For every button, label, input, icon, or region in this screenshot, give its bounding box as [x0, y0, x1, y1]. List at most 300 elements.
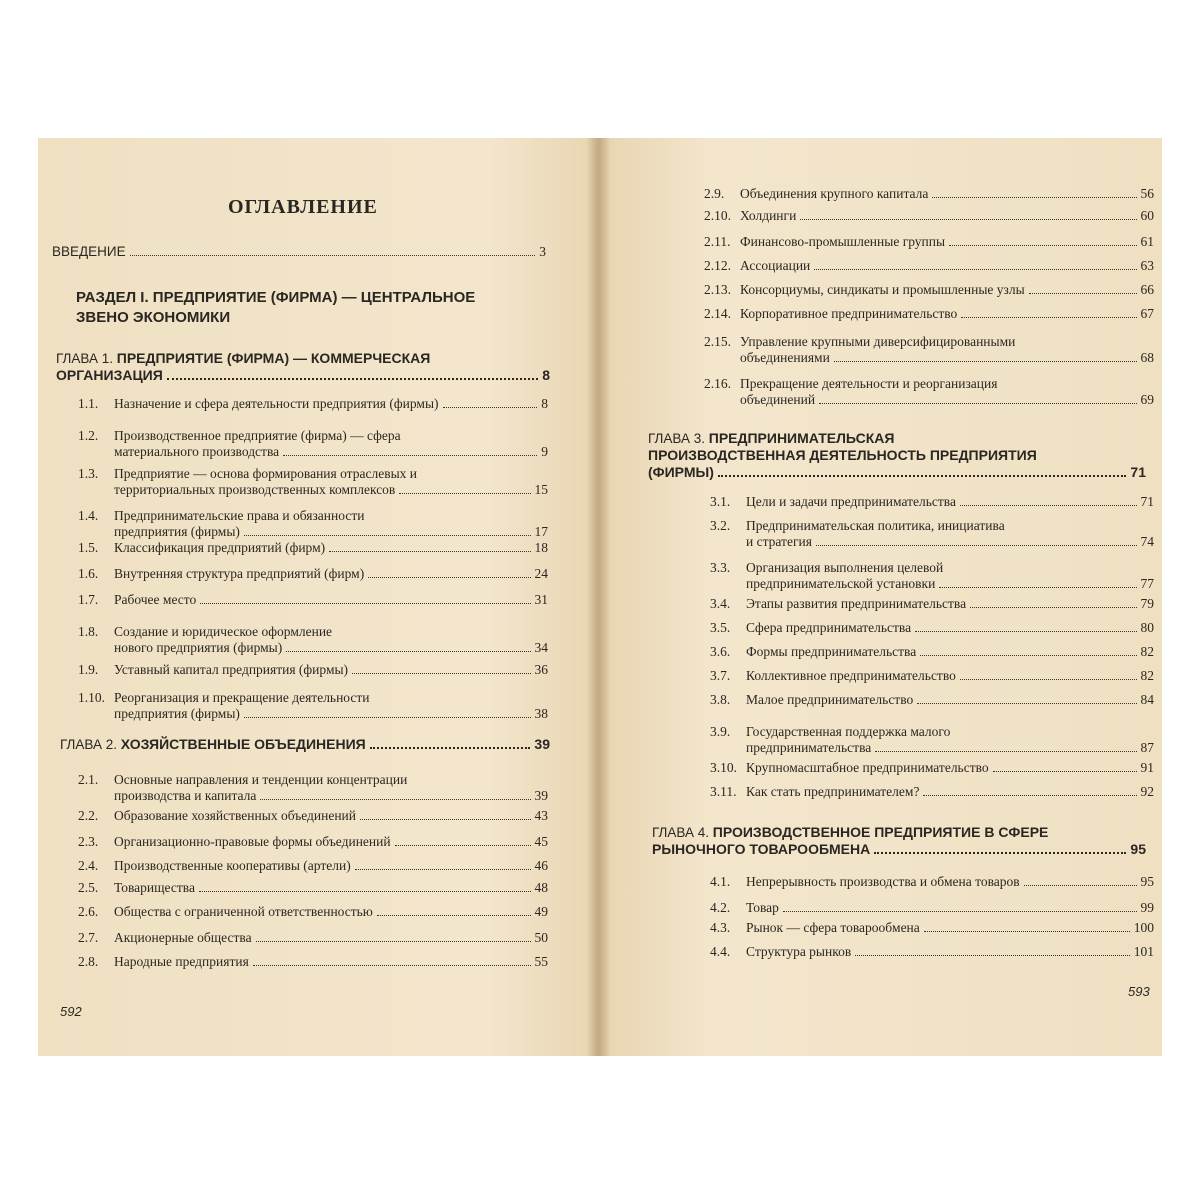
entry-line — [704, 186, 1154, 202]
leader-dots — [244, 716, 531, 718]
toc-entry — [710, 518, 1154, 550]
chapter-page: 71 — [1130, 464, 1146, 480]
entry-number: 1.4. — [78, 508, 99, 523]
toc-title: ОГЛАВЛЕНИЕ — [228, 196, 378, 218]
toc-entry — [710, 692, 1154, 708]
entry-title-continued: нового предприятия (фирмы) — [114, 640, 283, 655]
left-page — [38, 138, 594, 1056]
entry-line — [78, 834, 548, 850]
entry-page: 17 — [534, 524, 548, 539]
entry-number: 1.8. — [78, 624, 99, 639]
entry-number: 2.2. — [78, 808, 99, 823]
entry-number: 2.7. — [78, 930, 99, 945]
entry-page: 36 — [534, 662, 548, 677]
entry-line — [710, 494, 1154, 510]
entry-line-1 — [78, 466, 548, 482]
toc-entry — [704, 186, 1154, 202]
entry-title-continued: территориальных производственных комплексов — [114, 482, 396, 497]
entry-page: 8 — [541, 396, 548, 411]
entry-line-2 — [710, 740, 1154, 756]
toc-entry — [78, 858, 548, 874]
leader-dots — [993, 770, 1137, 772]
entry-title: Малое предпринимательство — [746, 692, 914, 707]
leader-dots — [939, 586, 1136, 588]
entry-line-1 — [710, 560, 1154, 576]
entry-number: 3.10. — [710, 760, 737, 775]
toc-entry — [78, 396, 548, 412]
chapter-3-heading — [648, 430, 1146, 481]
toc-entry — [78, 954, 548, 970]
entry-number: 2.11. — [704, 234, 731, 249]
entry-number: 1.10. — [78, 690, 105, 705]
leader-dots — [256, 940, 531, 942]
entry-title: Предпринимательская политика, инициатива — [746, 518, 1005, 533]
leader-dots — [329, 550, 530, 552]
entry-line-2 — [78, 482, 548, 498]
entry-title-continued: и стратегия — [746, 534, 812, 549]
entry-line — [78, 954, 548, 970]
leader-dots — [355, 868, 531, 870]
entry-line — [710, 620, 1154, 636]
entry-line-1 — [704, 376, 1154, 392]
entry-line-2 — [78, 524, 548, 540]
entry-line-1 — [78, 428, 548, 444]
toc-entry — [78, 508, 548, 540]
entry-title: Производственные кооперативы (артели) — [114, 858, 351, 873]
entry-page: 43 — [534, 808, 548, 823]
entry-line-2 — [78, 788, 548, 804]
entry-line — [710, 596, 1154, 612]
entry-page: 39 — [534, 788, 548, 803]
chapter-title-line-3: (ФИРМЫ) — [648, 464, 714, 480]
entry-number: 3.1. — [710, 494, 731, 509]
entry-number: 2.5. — [78, 880, 99, 895]
entry-line-2 — [710, 534, 1154, 550]
entry-title: Финансово-промышленные группы — [740, 234, 946, 249]
leader-dots — [920, 654, 1136, 656]
entry-number: 2.13. — [704, 282, 731, 297]
leader-dots — [923, 794, 1136, 796]
leader-dots — [834, 360, 1137, 362]
entry-title: Организация выполнения целевой — [746, 560, 944, 575]
entry-page: 82 — [1140, 644, 1154, 659]
leader-dots — [915, 630, 1136, 632]
entry-title: Управление крупными диверсифицированными — [740, 334, 1016, 349]
entry-line — [710, 944, 1154, 960]
leader-dots — [949, 244, 1136, 246]
entry-title: Классификация предприятий (фирм) — [114, 540, 326, 555]
entry-line-1 — [704, 334, 1154, 350]
leader-dots — [244, 534, 531, 536]
entry-page: 79 — [1140, 596, 1154, 611]
entry-page: 101 — [1133, 944, 1154, 959]
leader-dots — [260, 798, 530, 800]
section-line-2: ЗВЕНО ЭКОНОМИКИ — [76, 309, 231, 326]
entry-page: 49 — [534, 904, 548, 919]
leader-dots — [286, 650, 530, 652]
entry-number: 4.1. — [710, 874, 731, 889]
right-page — [600, 138, 1162, 1056]
entry-title: Холдинги — [740, 208, 797, 223]
entry-page: 24 — [534, 566, 548, 581]
entry-page: 38 — [534, 706, 548, 721]
entry-page: 67 — [1140, 306, 1154, 321]
leader-dots — [443, 406, 538, 408]
page-number: 592 — [60, 1004, 82, 1019]
entry-title-continued: предприятия (фирмы) — [114, 524, 240, 539]
entry-title: Консорциумы, синдикаты и промышленные узлы — [740, 282, 1025, 297]
leader-dots — [816, 544, 1137, 546]
leader-dots — [253, 964, 531, 966]
entry-line — [704, 234, 1154, 250]
entry-line-1 — [78, 624, 548, 640]
leader-dots — [368, 576, 530, 578]
entry-number: 4.2. — [710, 900, 731, 915]
section-line-1: РАЗДЕЛ I. ПРЕДПРИЯТИЕ (ФИРМА) — ЦЕНТРАЛЬНОЕ — [76, 289, 476, 306]
entry-page: 63 — [1140, 258, 1154, 273]
chapter-page: 8 — [542, 367, 550, 383]
entry-title: Ассоциации — [740, 258, 811, 273]
entry-line — [78, 592, 548, 608]
chapter-title-line-1: ПРЕДПРИНИМАТЕЛЬСКАЯ — [708, 430, 895, 446]
leader-dots — [130, 254, 536, 256]
leader-dots — [960, 678, 1137, 680]
entry-title: Рынок — сфера товарообмена — [746, 920, 920, 935]
toc-entry — [710, 900, 1154, 916]
entry-page: 99 — [1140, 900, 1154, 915]
entry-number: 2.4. — [78, 858, 99, 873]
entry-line-2 — [78, 444, 548, 460]
entry-line — [710, 874, 1154, 890]
entry-line — [704, 306, 1154, 322]
chapter-label: ГЛАВА 4. — [652, 825, 709, 840]
entry-line — [704, 208, 1154, 224]
entry-line — [710, 692, 1154, 708]
toc-entry — [710, 596, 1154, 612]
entry-title: Товарищества — [114, 880, 195, 895]
entry-line-1 — [78, 772, 548, 788]
entry-line — [704, 258, 1154, 274]
entry-title: Цели и задачи предпринимательства — [746, 494, 956, 509]
leader-dots — [932, 196, 1136, 198]
toc-entry — [710, 644, 1154, 660]
entry-line — [710, 668, 1154, 684]
entry-line-2 — [78, 640, 548, 656]
entry-line-1 — [78, 690, 548, 706]
leader-dots — [399, 492, 530, 494]
toc-entry — [78, 930, 548, 946]
entry-number: 3.9. — [710, 724, 731, 739]
entry-title: Образование хозяйственных объединений — [114, 808, 357, 823]
entry-number: 1.7. — [78, 592, 99, 607]
toc-entry — [78, 904, 548, 920]
entry-title: Назначение и сфера деятельности предприятия (фирмы) — [114, 396, 439, 411]
leader-dots — [970, 606, 1136, 608]
entry-page: 84 — [1140, 692, 1154, 707]
entry-title-continued: производства и капитала — [114, 788, 257, 803]
leader-dots — [360, 818, 530, 820]
entry-title: Предприятие — основа формирования отраслевых и — [114, 466, 417, 481]
leader-dots — [874, 852, 1126, 854]
leader-dots — [814, 268, 1136, 270]
leader-dots — [917, 702, 1136, 704]
leader-dots — [377, 914, 531, 916]
entry-title: Непрерывность производства и обмена товаров — [746, 874, 1020, 889]
toc-entry — [78, 880, 548, 896]
entry-page: 74 — [1140, 534, 1154, 549]
chapter-title-line-2: ОРГАНИЗАЦИЯ — [56, 367, 163, 383]
chapter-title-line-1: ПРОИЗВОДСТВЕННОЕ ПРЕДПРИЯТИЕ В СФЕРЕ — [712, 824, 1049, 840]
entry-page: 45 — [534, 834, 548, 849]
entry-number: 2.12. — [704, 258, 731, 273]
entry-line-2 — [704, 392, 1154, 408]
entry-page: 56 — [1140, 186, 1154, 201]
entry-title: Основные направления и тенденции концентрации — [114, 772, 408, 787]
entry-number: 2.3. — [78, 834, 99, 849]
entry-page: 48 — [534, 880, 548, 895]
chapter-title-line-1: ПРЕДПРИЯТИЕ (ФИРМА) — КОММЕРЧЕСКАЯ — [116, 350, 431, 366]
entry-page: 82 — [1140, 668, 1154, 683]
chapter-label: ГЛАВА 3. — [648, 431, 705, 446]
entry-line — [78, 540, 548, 556]
entry-title: Общества с ограниченной ответственностью — [114, 904, 373, 919]
leader-dots — [783, 910, 1137, 912]
entry-line — [78, 566, 548, 582]
toc-entry — [78, 466, 548, 498]
entry-line — [710, 784, 1154, 800]
toc-entry — [78, 428, 548, 460]
entry-title: Производственное предприятие (фирма) — сфера — [114, 428, 401, 443]
toc-entry — [78, 566, 548, 582]
entry-page: 61 — [1140, 234, 1154, 249]
chapter-4-heading — [652, 824, 1146, 858]
entry-page: 80 — [1140, 620, 1154, 635]
entry-page: 46 — [534, 858, 548, 873]
entry-title: Сфера предпринимательства — [746, 620, 912, 635]
entry-number: 2.10. — [704, 208, 731, 223]
entry-title: Рабочее место — [114, 592, 197, 607]
entry-number: 4.4. — [710, 944, 731, 959]
chapter-1-heading — [56, 350, 550, 384]
leader-dots — [1029, 292, 1137, 294]
entry-page: 95 — [1140, 874, 1154, 889]
toc-entry — [78, 772, 548, 804]
entry-line-2 — [710, 576, 1154, 592]
entry-line — [710, 644, 1154, 660]
entry-line — [710, 900, 1154, 916]
leader-dots — [960, 504, 1137, 506]
toc-entry — [710, 668, 1154, 684]
intro-page: 3 — [539, 244, 546, 259]
chapter-label: ГЛАВА 1. — [56, 351, 113, 366]
entry-line — [710, 760, 1154, 776]
entry-title-continued: предпринимательской установки — [746, 576, 936, 591]
entry-title: Корпоративное предпринимательство — [740, 306, 958, 321]
chapter-title-line-1: ХОЗЯЙСТВЕННЫЕ ОБЪЕДИНЕНИЯ — [120, 736, 366, 752]
entry-number: 2.15. — [704, 334, 731, 349]
entry-page: 34 — [534, 640, 548, 655]
toc-entry — [710, 724, 1154, 756]
chapter-2-heading — [60, 736, 550, 753]
toc-entry — [710, 784, 1154, 800]
entry-page: 31 — [534, 592, 548, 607]
entry-title: Государственная поддержка малого — [746, 724, 951, 739]
chapter-label: ГЛАВА 2. — [60, 737, 117, 752]
entry-line — [710, 920, 1154, 936]
entry-title: Формы предпринимательства — [746, 644, 917, 659]
leader-dots — [924, 930, 1130, 932]
leader-dots — [200, 602, 530, 604]
chapter-title-line-2: ПРОИЗВОДСТВЕННАЯ ДЕЯТЕЛЬНОСТЬ ПРЕДПРИЯТИЯ — [648, 447, 1037, 463]
entry-number: 3.8. — [710, 692, 731, 707]
chapter-title-line-2: РЫНОЧНОГО ТОВАРООБМЕНА — [652, 841, 871, 857]
entry-page: 69 — [1140, 392, 1154, 407]
entry-number: 3.11. — [710, 784, 737, 799]
toc-entry — [78, 808, 548, 824]
leader-dots — [167, 378, 538, 380]
entry-title-continued: объединениями — [740, 350, 830, 365]
toc-entry — [710, 560, 1154, 592]
entry-page: 18 — [534, 540, 548, 555]
toc-entry — [704, 282, 1154, 298]
entry-number: 4.3. — [710, 920, 731, 935]
entry-title: Создание и юридическое оформление — [114, 624, 333, 639]
entry-title: Уставный капитал предприятия (фирмы) — [114, 662, 349, 677]
intro-text: ВВЕДЕНИЕ — [52, 244, 126, 259]
entry-number: 2.14. — [704, 306, 731, 321]
entry-number: 1.2. — [78, 428, 99, 443]
toc-entry — [704, 234, 1154, 250]
toc-entry — [78, 624, 548, 656]
entry-title-continued: предпринимательства — [746, 740, 872, 755]
entry-title: Коллективное предпринимательство — [746, 668, 956, 683]
entry-page: 87 — [1140, 740, 1154, 755]
entry-page: 50 — [534, 930, 548, 945]
leader-dots — [199, 890, 531, 892]
section-heading — [76, 288, 546, 328]
entry-number: 2.6. — [78, 904, 99, 919]
entry-line-1 — [78, 508, 548, 524]
entry-page: 71 — [1140, 494, 1154, 509]
leader-dots — [718, 475, 1127, 477]
leader-dots — [1024, 884, 1137, 886]
entry-title: Этапы развития предпринимательства — [746, 596, 967, 611]
toc-entry — [710, 874, 1154, 890]
entry-number: 1.5. — [78, 540, 99, 555]
entry-line — [78, 662, 548, 678]
leader-dots — [819, 402, 1136, 404]
toc-entry — [78, 540, 548, 556]
leader-dots — [352, 672, 530, 674]
entry-number: 2.8. — [78, 954, 99, 969]
toc-entry — [710, 620, 1154, 636]
toc-entry — [704, 306, 1154, 322]
leader-dots — [961, 316, 1136, 318]
entry-line — [78, 930, 548, 946]
entry-title: Акционерные общества — [114, 930, 252, 945]
entry-page: 100 — [1133, 920, 1154, 935]
toc-entry — [710, 944, 1154, 960]
entry-page: 9 — [541, 444, 548, 459]
entry-page: 55 — [534, 954, 548, 969]
toc-entry — [704, 258, 1154, 274]
entry-number: 3.2. — [710, 518, 731, 533]
entry-page: 92 — [1140, 784, 1154, 799]
entry-title: Предпринимательские права и обязанности — [114, 508, 365, 523]
entry-title-continued: предприятия (фирмы) — [114, 706, 240, 721]
entry-line — [78, 396, 548, 412]
chapter-page: 39 — [534, 736, 550, 752]
leader-dots — [875, 750, 1136, 752]
entry-page: 91 — [1140, 760, 1154, 775]
leader-dots — [283, 454, 537, 456]
entry-line — [704, 282, 1154, 298]
toc-entry — [78, 834, 548, 850]
entry-page: 15 — [534, 482, 548, 497]
entry-number: 1.3. — [78, 466, 99, 481]
toc-entry — [710, 494, 1154, 510]
toc-entry — [710, 760, 1154, 776]
page-number: 593 — [1128, 984, 1150, 999]
entry-number: 2.9. — [704, 186, 725, 201]
open-book — [38, 138, 1162, 1056]
entry-line-1 — [710, 518, 1154, 534]
toc-entry — [704, 376, 1154, 408]
entry-number: 2.16. — [704, 376, 731, 391]
entry-number: 2.1. — [78, 772, 99, 787]
intro-entry — [52, 244, 546, 260]
entry-page: 60 — [1140, 208, 1154, 223]
entry-number: 1.9. — [78, 662, 99, 677]
entry-line — [78, 880, 548, 896]
entry-line — [78, 808, 548, 824]
entry-page: 68 — [1140, 350, 1154, 365]
entry-title: Товар — [746, 900, 779, 915]
entry-title: Народные предприятия — [114, 954, 249, 969]
entry-title: Внутренняя структура предприятий (фирм) — [114, 566, 365, 581]
entry-title-continued: объединений — [740, 392, 816, 407]
entry-title: Структура рынков — [746, 944, 852, 959]
entry-number: 3.3. — [710, 560, 731, 575]
entry-number: 3.5. — [710, 620, 731, 635]
entry-title-continued: материального производства — [114, 444, 280, 459]
leader-dots — [800, 218, 1136, 220]
entry-line — [78, 904, 548, 920]
entry-page: 66 — [1140, 282, 1154, 297]
toc-entry — [704, 334, 1154, 366]
entry-title: Крупномасштабное предпринимательство — [746, 760, 989, 775]
entry-page: 77 — [1140, 576, 1154, 591]
entry-title: Реорганизация и прекращение деятельности — [114, 690, 370, 705]
entry-number: 1.6. — [78, 566, 99, 581]
toc-entry — [704, 208, 1154, 224]
entry-line — [78, 858, 548, 874]
entry-number: 3.4. — [710, 596, 731, 611]
entry-line-2 — [78, 706, 548, 722]
chapter-page: 95 — [1130, 841, 1146, 857]
entry-title: Прекращение деятельности и реорганизация — [740, 376, 998, 391]
toc-entry — [78, 690, 548, 722]
entry-title: Организационно-правовые формы объединений — [114, 834, 391, 849]
entry-title: Как стать предпринимателем? — [746, 784, 920, 799]
entry-title: Объединения крупного капитала — [740, 186, 929, 201]
leader-dots — [370, 747, 531, 749]
toc-entry — [78, 592, 548, 608]
entry-number: 1.1. — [78, 396, 99, 411]
entry-number: 3.6. — [710, 644, 731, 659]
entry-line-1 — [710, 724, 1154, 740]
toc-entry — [710, 920, 1154, 936]
